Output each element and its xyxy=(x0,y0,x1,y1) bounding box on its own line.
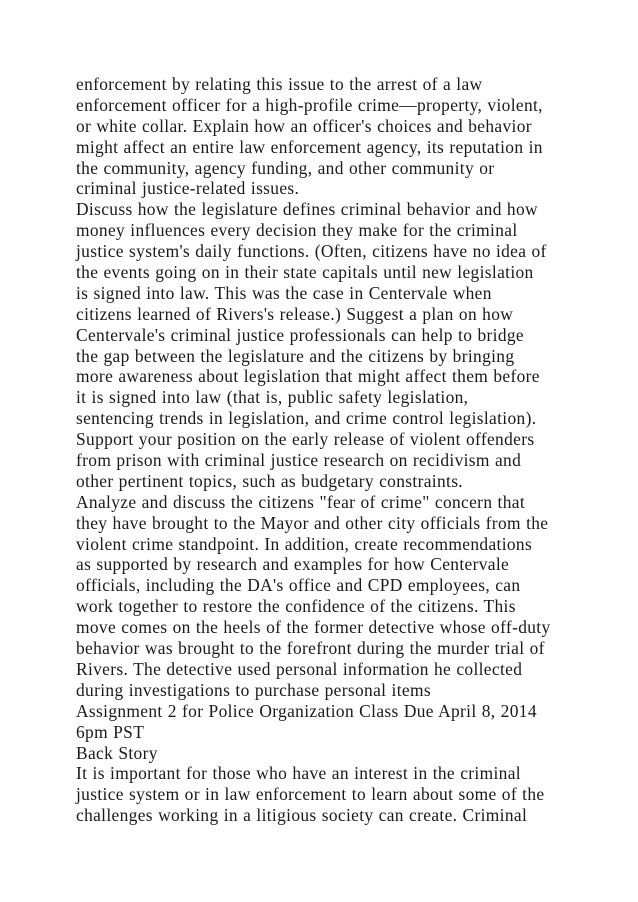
text-line: as supported by research and examples for how Centervale xyxy=(76,554,510,575)
text-line: the community, agency funding, and other community or xyxy=(76,157,495,178)
text-line: Centervale's criminal justice professionals can help to bridge xyxy=(76,324,524,345)
text-line: challenges working in a litigious society can create. Criminal xyxy=(76,805,528,826)
text-line: or white collar. Explain how an officer's choices and behavior xyxy=(76,115,532,136)
text-line: Discuss how the legislature defines criminal behavior and how xyxy=(76,199,538,220)
text-line: is signed into law. This was the case in Centervale when xyxy=(76,282,492,303)
text-line: other pertinent topics, such as budgetary constraints. xyxy=(76,470,464,491)
text-line: violent crime standpoint. In addition, create recommendations xyxy=(76,533,533,554)
text-line: Analyze and discuss the citizens "fear of crime" concern that xyxy=(76,491,526,512)
text-line: criminal justice-related issues. xyxy=(76,178,300,199)
text-line: Rivers. The detective used personal information he collected xyxy=(76,658,523,679)
text-line: citizens learned of Rivers's release.) Suggest a plan on how xyxy=(76,303,514,324)
text-line: might affect an entire law enforcement agency, its reputation in xyxy=(76,136,543,157)
text-line: justice system's daily functions. (Often, citizens have no idea of xyxy=(76,241,547,262)
text-line: It is important for those who have an interest in the criminal xyxy=(76,763,521,784)
text-line: they have brought to the Mayor and other city officials from the xyxy=(76,512,549,533)
text-line: move comes on the heels of the former detective whose off-duty xyxy=(76,617,551,638)
text-line: work together to restore the confidence of the citizens. This xyxy=(76,596,516,617)
text-line: it is signed into law (that is, public safety legislation, xyxy=(76,387,469,408)
text-line: enforcement by relating this issue to the arrest of a law xyxy=(76,74,483,94)
text-line: justice system or in law enforcement to learn about some of the xyxy=(76,784,545,805)
text-line: the gap between the legislature and the citizens by bringing xyxy=(76,345,515,366)
section-heading: Back Story xyxy=(76,742,158,763)
document-text xyxy=(76,74,596,826)
text-line: more awareness about legislation that might affect them before xyxy=(76,366,540,387)
assignment-heading-line: Assignment 2 for Police Organization Class Due April 8, 2014 xyxy=(76,700,537,721)
text-line: sentencing trends in legislation, and crime control legislation). xyxy=(76,408,537,429)
text-line: officials, including the DA's office and CPD employees, can xyxy=(76,575,521,596)
assignment-heading-line: 6pm PST xyxy=(76,721,145,742)
text-line: Support your position on the early release of violent offenders xyxy=(76,429,535,450)
text-line: during investigations to purchase personal items xyxy=(76,679,431,700)
text-line: enforcement officer for a high-profile crime—property, violent, xyxy=(76,94,543,115)
text-line: from prison with criminal justice research on recidivism and xyxy=(76,450,522,471)
text-line: behavior was brought to the forefront during the murder trial of xyxy=(76,638,545,659)
text-line: money influences every decision they make for the criminal xyxy=(76,220,518,241)
text-line: the events going on in their state capitals until new legislation xyxy=(76,262,534,283)
